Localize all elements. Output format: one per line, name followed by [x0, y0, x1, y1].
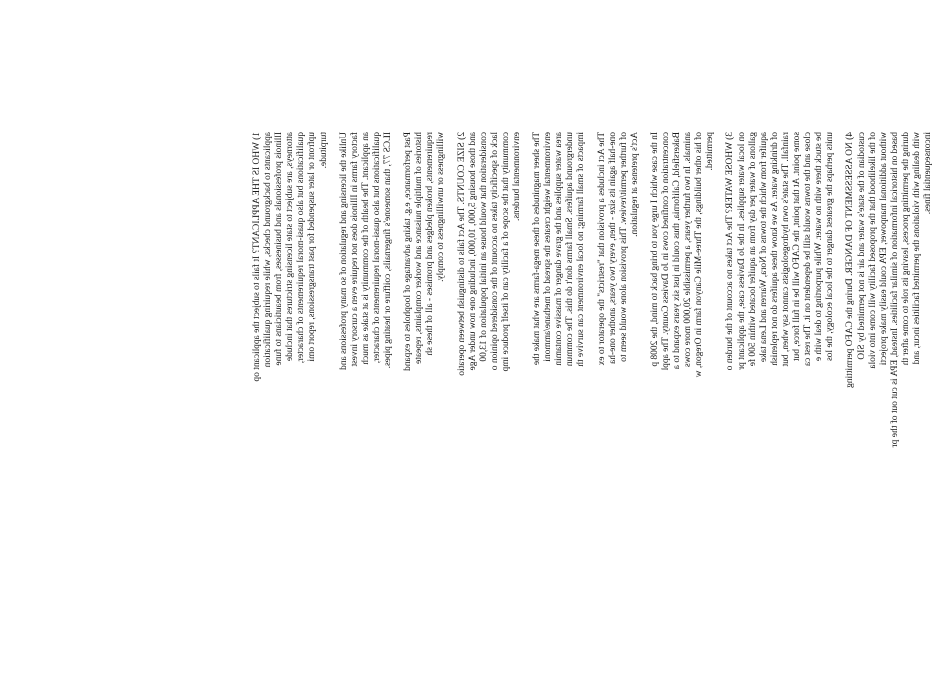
- text-line: some point. At that point, the CAFO will be in full force, but: [792, 132, 803, 362]
- text-line: without additional manpower, EPA could easily make projecti: [878, 132, 889, 366]
- paragraph: [725, 132, 836, 680]
- paragraph: [403, 132, 447, 680]
- text-line: willingness or unwillingness to comply.: [436, 132, 447, 282]
- text-line: 1) WHO IS THE APPLICANT? It fails to subject the applicant op: [252, 132, 262, 382]
- text-line: 3) WHOSE WATER? The Act takes no account of the burden o: [725, 132, 736, 371]
- text-line: of the likelihood that the proposed facility will come into viola: [867, 132, 878, 369]
- text-line: factory farms in Illinois does not require even a cursory invest: [349, 132, 360, 367]
- document-body: [252, 132, 934, 680]
- text-line: inconsequential fines.: [923, 132, 934, 215]
- text-line: one-half again its size - then, every two years, another one-ha: [607, 132, 618, 364]
- text-line: area water supplies and the grave danger of massive contamin: [554, 132, 565, 366]
- text-line: community that the scope of a facility can of itself produce imp: [500, 132, 511, 372]
- text-line: attorneys, are subject to state licensing strictures that include: [285, 132, 296, 362]
- text-line: based on historical information of similar facilities. Instead, EPA is cut out of the pr: [889, 132, 900, 448]
- text-line: upfront or later suspended for past transgressions, report omi: [307, 132, 318, 362]
- text-line: consideration that would house an initial population of 13,00: [478, 132, 489, 362]
- text-line: requirements, broken pledges and promises - all of these sh: [425, 132, 436, 356]
- text-line: of his other buildings, the Three-Mile Canyon farm in Oregon, w: [694, 132, 705, 378]
- text-line: of further permit/review. This provision alone would seem to: [618, 132, 629, 362]
- text-line: of drinking water. As we know these aquifers do not replenish: [769, 132, 780, 366]
- text-line: be stuck there with no water. While purporting to deal with e: [814, 132, 825, 362]
- paragraph: [339, 132, 394, 680]
- paragraph: [457, 132, 524, 680]
- text-line: applicants to background checks, while requiring qualification: [263, 132, 274, 368]
- paragraph: [650, 132, 717, 680]
- paragraph: [252, 132, 330, 680]
- text-line: ILCS 77, than someone's fingernails, coiffure or heating pipes.: [383, 132, 394, 369]
- text-line: environmental burdens.: [511, 132, 522, 221]
- text-line: with dealing with violations the permitted facilities incur, and: [911, 132, 922, 365]
- text-line: Unlike the licensing and regulation of so many professions and: [338, 132, 349, 370]
- text-line: and those housing 5,000, 10,000, including one now under Age: [467, 132, 478, 371]
- text-line: lack of specificity takes no account of the considered opinion o: [489, 132, 500, 371]
- text-line: turpitude.: [318, 132, 329, 169]
- text-line: underground aquifers. Small farms don't do this. The commun: [565, 132, 576, 367]
- text-line: an applicant. The health of the community is at stake as much: [360, 132, 371, 365]
- paragraph: [845, 132, 934, 680]
- rotated-text-block: [190, 132, 934, 618]
- text-line: gallons of water per day from an aquifer located within 500 fe: [747, 132, 758, 367]
- text-line: The Act includes a provision that "restricts" the operator to ex: [596, 132, 607, 366]
- text-line: permitted.: [705, 132, 716, 171]
- text-line: units perhaps the greatest danger to the local ecology, the los: [825, 132, 836, 361]
- text-line: custodian of the state's water and air is not permitted by SIO: [856, 132, 867, 360]
- text-line: Bakersfield, California, thus could in just six years expand to a: [672, 132, 683, 370]
- paragraph: [532, 132, 587, 680]
- text-line: In the case which I urge you to bring back to mind, the 2008 p: [649, 132, 660, 367]
- text-line: rainfall. The state's own hydrogeologists cannot say when, but: [780, 132, 791, 367]
- text-line: 2) SIZE COUNTS. The Act fails to distinguish between operatio: [456, 132, 467, 376]
- text-line: on local water supplies. In the Jo Daviess case, the applicant pr: [736, 132, 747, 370]
- text-line: qualifications but also quasi-moral requirements of character,: [296, 132, 307, 364]
- text-line: concentration of confined cows in Jo Daviess County. The appl: [661, 132, 671, 371]
- text-line: aquifer from which the towns of Nora, Warren and Lena take: [758, 132, 769, 363]
- text-line: Illinois professionals and businesses, from beauticians to fune: [274, 132, 285, 366]
- text-line: animals. In two further years, a permissible 20,000 more cows: [683, 132, 694, 368]
- paragraph: [597, 132, 641, 680]
- text-line: during the permitting process, leaving its role to come after th: [900, 132, 911, 366]
- text-line: The sheer magnitudes of these mega-farms are what make the: [532, 132, 543, 366]
- text-line: 4) NO ASSESSMENT OF DANGER. During the CAFO permitting: [845, 132, 856, 388]
- text-line: Past performance, e.g. taking advantage of loopholes to expand: [403, 132, 414, 371]
- text-line: histories of multiple nuisance and worker complaints, repeate: [414, 132, 425, 364]
- text-line: close and the towns would still be dependent on it. The rest ca: [803, 132, 814, 367]
- text-line: environmental weight creates the spread of methane/ammoni: [543, 132, 554, 362]
- text-line: qualifications but also quasi-moral requirements of character,: [371, 132, 382, 364]
- text-line: Act's pretense at regulation.: [629, 132, 640, 237]
- text-line: impacts of small farming; no local environment can survive th: [576, 132, 587, 367]
